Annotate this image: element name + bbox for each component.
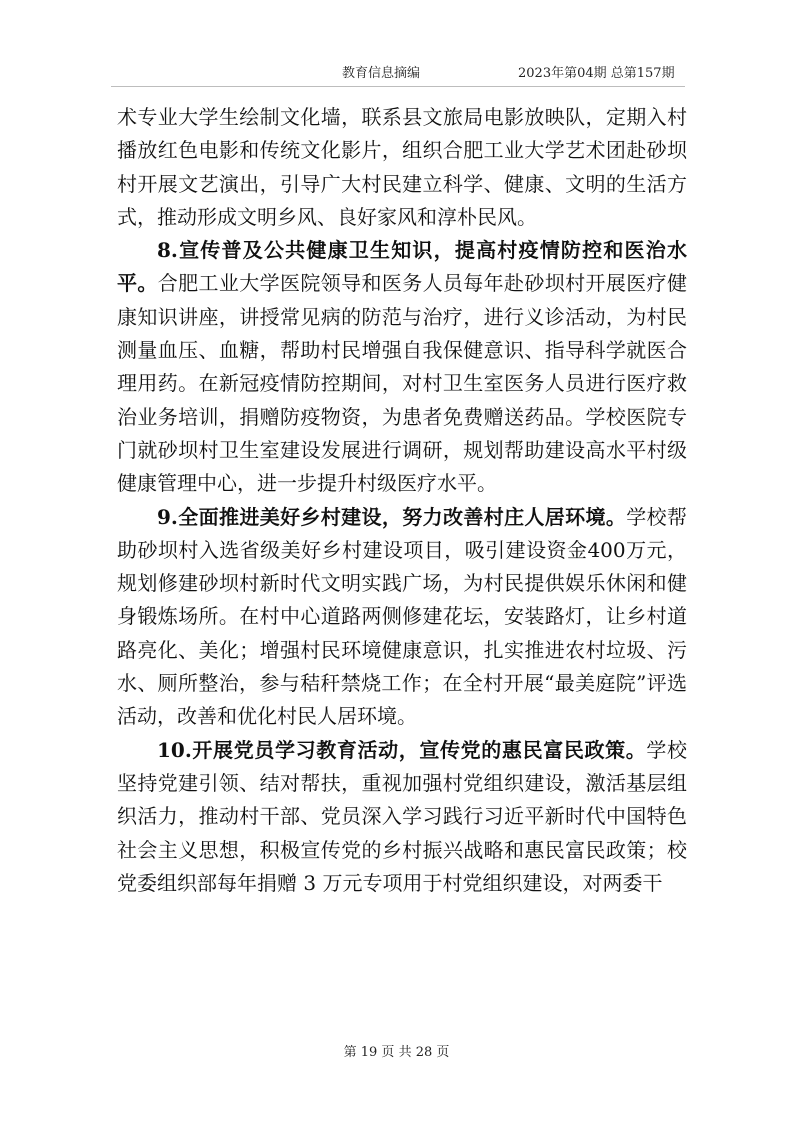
paragraph-body: 学校坚持党建引领、结对帮扶，重视加强村党组织建设，激活基层组织活力，推动村干部、党员深入学习践行习近平新时代中国特色社会主义思想，积极宣传党的乡村振兴战略和惠民富民政策；校党委组织部每年捐赠 3 万元专项用于村党组织建设，对两委干 xyxy=(117,737,688,895)
paragraph-body: 合肥工业大学医院领导和医务人员每年赴砂坝村开展医疗健康知识讲座，讲授常见病的防范与治疗，进行义诊活动，为村民测量血压、血糖，帮助村民增强自我保健意识、指导科学就医合理用药。在新冠疫情防控期间，对村卫生室医务人员进行医疗救治业务培训，捐赠防疫物资，为患者免费赠送药品。学校医院专门就砂坝村卫生室建设发展进行调研，规划帮助建设高水平村级健康管理中心，进一步提升村级医疗水平。 xyxy=(117,271,688,496)
publication-name: 教育信息摘编 xyxy=(342,66,421,81)
paragraph-body: 学校帮助砂坝村入选省级美好乡村建设项目，吸引建设资金400万元，规划修建砂坝村新时代文明实践广场，为村民提供娱乐休闲和健身锻炼场所。在村中心道路两侧修建花坛，安装路灯，让乡村道路亮化、美化；增强村民环境健康意识，扎实推进农村垃圾、污水、厕所整治，参与秸秆禁烧工作；在全村开展“最美庭院”评选活动，改善和优化村民人居环境。 xyxy=(117,504,687,729)
issue-number: 2023年第04期 总第157期 xyxy=(518,66,675,81)
header-divider xyxy=(111,86,685,87)
paragraph-heading: 9.全面推进美好乡村建设，努力改善村庄人居环境。 xyxy=(157,504,627,529)
document-body xyxy=(117,101,687,900)
paragraph-item-10 xyxy=(117,734,687,900)
page-header xyxy=(0,62,793,86)
page-number: 第 19 页 共 28 页 xyxy=(343,1045,450,1060)
paragraph-heading: 10.开展党员学习教育活动，宣传党的惠民富民政策。 xyxy=(157,737,647,762)
paragraph-heading: 8.宣传普及公共健康卫生知识，提高村疫情防控和医治水平。 xyxy=(117,238,687,296)
paragraph-continuation xyxy=(117,101,687,234)
paragraph-item-8 xyxy=(117,234,687,500)
paragraph-item-9 xyxy=(117,501,687,734)
paragraph-body: 术专业大学生绘制文化墙，联系县文旅局电影放映队，定期入村播放红色电影和传统文化影片，组织合肥工业大学艺术团赴砂坝村开展文艺演出，引导广大村民建立科学、健康、文明的生活方式，推动形成文明乡风、良好家风和淳朴民风。 xyxy=(117,105,687,229)
page-footer xyxy=(0,1041,793,1060)
